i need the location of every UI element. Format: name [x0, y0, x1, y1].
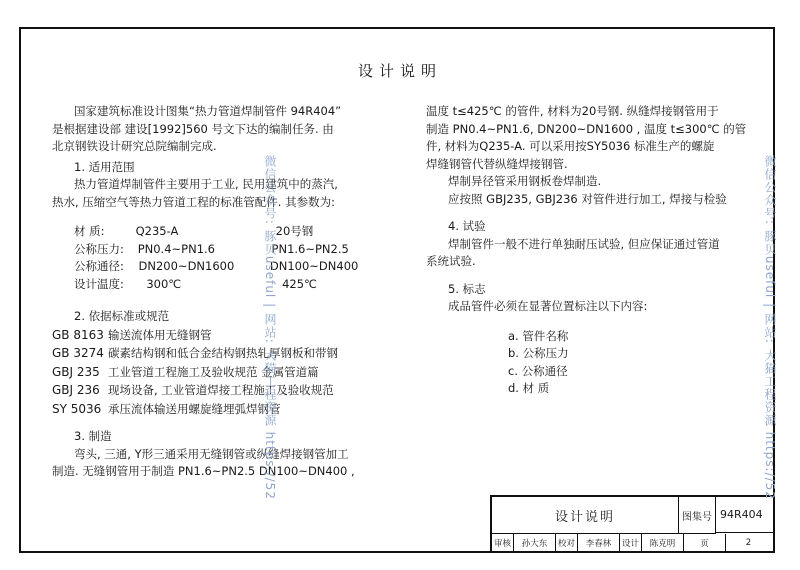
- param-label: 设计温度:: [74, 276, 124, 291]
- standard-code: GB 3274: [52, 346, 104, 360]
- section-4-title: 4. 试验: [448, 219, 486, 233]
- section-4-text: 焊制管件一般不进行单独耐压试验, 但应保证通过管道: [448, 236, 720, 251]
- section-3-text: 制造. 无缝钢管用于制造 PN1.6~PN2.5 DN100~DN400 ,: [52, 464, 355, 478]
- reducer-text: 焊制异径管采用钢板卷焊制造.: [448, 174, 602, 188]
- section-4-text: 系统试验.: [426, 254, 476, 268]
- page-title: 设计说明: [357, 62, 442, 80]
- standard-code: SY 5036: [52, 401, 102, 416]
- param-label: 材 质:: [74, 224, 105, 238]
- param-value-a: 300℃: [146, 276, 182, 291]
- right-column: [426, 103, 761, 398]
- inspection-text: 应按照 GBJ235, GBJ236 对管件进行加工, 焊接与检验: [448, 191, 727, 206]
- atlas-number: 94R404: [716, 497, 775, 533]
- atlas-number-label: 图集号: [679, 497, 716, 534]
- param-value-b: 20号钢: [275, 224, 314, 238]
- standard-row: [52, 382, 397, 400]
- continued-text: 焊缝钢管代替纵缝焊接钢管.: [426, 156, 568, 171]
- standard-row: [52, 327, 397, 345]
- marking-item: c. 公称通径: [508, 363, 568, 378]
- standard-row: [52, 401, 397, 419]
- reviewer-name: 孙大东: [514, 534, 556, 551]
- marking-list: [426, 328, 761, 398]
- marking-item: d. 材 质: [508, 381, 550, 395]
- section-1-title: 1. 适用范围: [74, 159, 135, 174]
- design-label: 设计: [620, 534, 642, 551]
- standard-title: 输送流体用无缝钢管: [108, 327, 212, 342]
- spacer: [426, 271, 761, 278]
- spacer: [52, 211, 397, 223]
- review-label: 审核: [492, 534, 514, 551]
- param-row-diameter: [52, 258, 397, 276]
- section-1-text: 热力管道焊制管件主要用于工业, 民用建筑中的蒸汽,: [74, 177, 338, 191]
- param-value-b: DN100~DN400: [269, 259, 359, 273]
- section-1-text: 热水, 压缩空气等热力管道工程的标准管配件. 其参数为:: [52, 194, 335, 209]
- spacer: [52, 418, 397, 425]
- continued-text: 温度 t≤425℃ 的管件, 材料为20号钢. 纵缝焊接钢管用于: [426, 104, 719, 118]
- standard-title: 工业管道工程施工及验收规范 金属管道篇: [108, 364, 319, 379]
- designer-name: 陈克明: [642, 534, 684, 551]
- section-3-text: 弯头, 三通, Y形三通采用无缝钢管或纵缝焊接钢管加工: [74, 446, 349, 461]
- title-block-name: 设计说明: [492, 497, 679, 534]
- page-number: 2: [745, 537, 752, 548]
- intro-line: 国家建筑标准设计图集“热力管道焊制管件 94R404”: [74, 104, 342, 118]
- page-label: 页: [684, 534, 726, 551]
- check-label: 校对: [556, 534, 578, 551]
- section-5-text: 成品管件必须在显著位置标注以下内容:: [448, 299, 648, 313]
- param-value-b: 425℃: [282, 276, 317, 291]
- standard-title: 现场设备, 工业管道焊接工程施工及验收规范: [108, 383, 334, 397]
- param-row-material: [52, 223, 397, 241]
- intro-line: 北京钢铁设计研究总院编制完成.: [52, 139, 217, 153]
- standard-row: [52, 364, 397, 382]
- standard-title: 承压流体输送用螺旋缝埋弧焊钢管: [108, 401, 281, 416]
- continued-text: 件, 材料为Q235-A. 可以采用按SY5036 标准生产的螺旋: [426, 139, 715, 153]
- spacer: [426, 316, 761, 328]
- param-row-pressure: [52, 241, 397, 259]
- left-column: [52, 103, 397, 481]
- param-value-a: DN200~DN1600: [138, 259, 235, 273]
- standard-title: 碳素结构钢和低合金结构钢热轧厚钢板和带钢: [108, 346, 338, 360]
- param-label: 公称通径:: [74, 259, 124, 273]
- spacer: [426, 208, 761, 215]
- marking-item: b. 公称压力: [508, 346, 569, 360]
- standard-code: GBJ 236: [52, 383, 100, 397]
- param-value-b: PN1.6~PN2.5: [271, 241, 349, 256]
- signature-row: [492, 534, 775, 551]
- continued-text: 制造 PN0.4~PN1.6, DN200~DN1600 , 温度 t≤300℃ 的管: [426, 121, 747, 136]
- standard-code: GBJ 235: [52, 364, 100, 379]
- param-row-temperature: [52, 276, 397, 294]
- spacer: [52, 293, 397, 305]
- section-2-title: 2. 依据标准或规范: [74, 309, 170, 323]
- watermark-right: 微信公众号: 豚贝useful | 网站: 大猫工程资源 https://52: [763, 155, 777, 500]
- section-5-title: 5. 标志: [448, 281, 486, 296]
- section-3-title: 3. 制造: [74, 429, 112, 443]
- marking-item: a. 管件名称: [508, 328, 569, 343]
- watermark-left: 微信公众号: 豚贝useful | 网站: 大猫工程资源 https://52: [263, 155, 277, 500]
- title-block: [490, 495, 773, 551]
- param-label: 公称压力:: [74, 241, 124, 256]
- standard-code: GB 8163: [52, 327, 104, 342]
- intro-line: 是根据建设部 建设[1992]560 号文下达的编制任务. 由: [52, 121, 334, 136]
- standard-row: [52, 345, 397, 363]
- param-value-a: Q235-A: [135, 224, 179, 238]
- checker-name: 李春林: [578, 534, 620, 551]
- param-value-a: PN0.4~PN1.6: [137, 241, 215, 256]
